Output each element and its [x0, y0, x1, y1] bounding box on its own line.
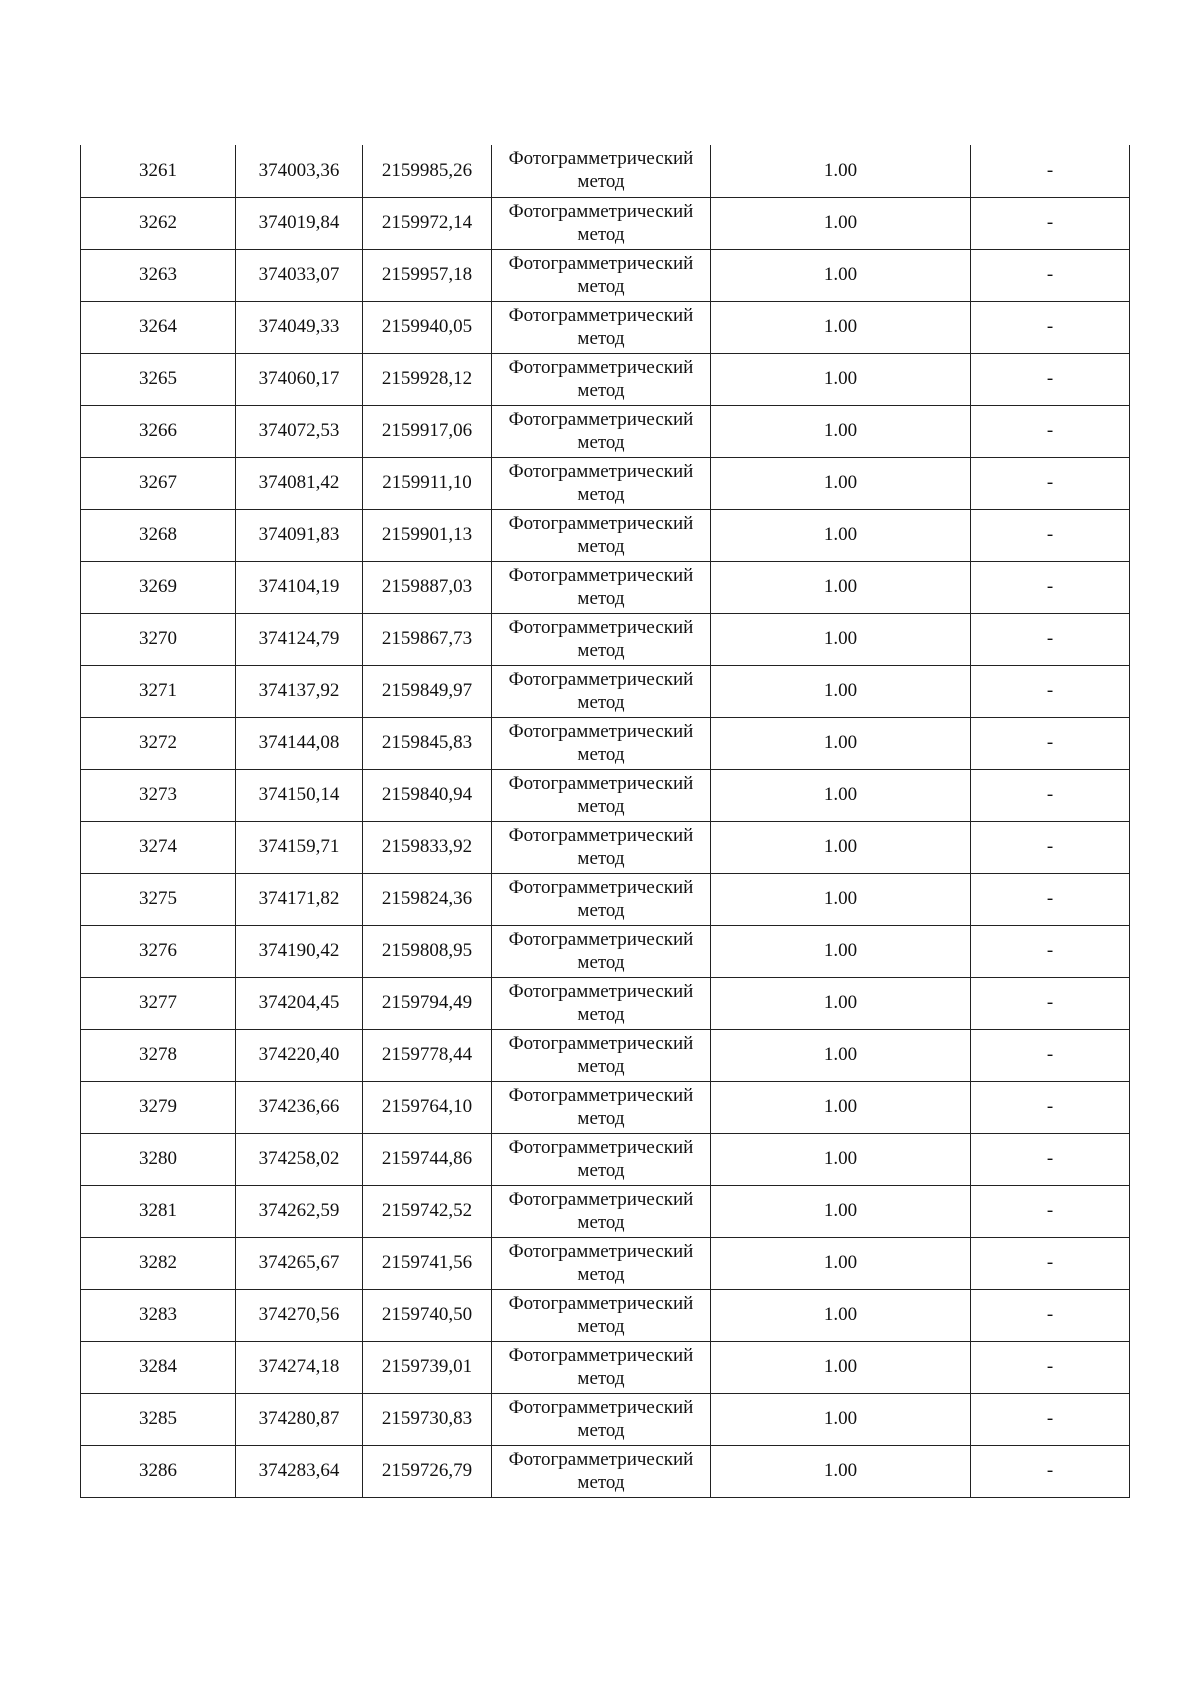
note-cell: - — [971, 1081, 1130, 1133]
table-row — [81, 1341, 1130, 1393]
y-coordinate-cell: 2159730,83 — [363, 1393, 492, 1445]
point-number-cell: 3282 — [81, 1237, 236, 1289]
point-number-cell: 3263 — [81, 249, 236, 301]
method-line-2: метод — [577, 795, 625, 817]
y-coordinate-cell: 2159845,83 — [363, 717, 492, 769]
y-coordinate-cell: 2159972,14 — [363, 197, 492, 249]
x-coordinate-cell: 374104,19 — [236, 561, 363, 613]
method-line-2: метод — [577, 1315, 625, 1337]
note-cell: - — [971, 457, 1130, 509]
method-line-1: Фотограмметрический — [508, 408, 694, 430]
method-cell — [492, 1081, 711, 1133]
y-coordinate-cell: 2159778,44 — [363, 1029, 492, 1081]
table-row — [81, 977, 1130, 1029]
y-coordinate-cell: 2159985,26 — [363, 145, 492, 197]
note-cell: - — [971, 1341, 1130, 1393]
method-line-2: метод — [577, 1263, 625, 1285]
table-row — [81, 301, 1130, 353]
x-coordinate-cell: 374265,67 — [236, 1237, 363, 1289]
note-cell: - — [971, 249, 1130, 301]
point-number-cell: 3286 — [81, 1445, 236, 1497]
note-cell: - — [971, 1445, 1130, 1497]
accuracy-cell: 1.00 — [711, 1445, 971, 1497]
method-cell — [492, 561, 711, 613]
x-coordinate-cell: 374124,79 — [236, 613, 363, 665]
x-coordinate-cell: 374072,53 — [236, 405, 363, 457]
x-coordinate-cell: 374081,42 — [236, 457, 363, 509]
note-cell: - — [971, 353, 1130, 405]
x-coordinate-cell: 374190,42 — [236, 925, 363, 977]
table-body — [81, 145, 1130, 1497]
method-cell — [492, 1185, 711, 1237]
table-row — [81, 249, 1130, 301]
y-coordinate-cell: 2159840,94 — [363, 769, 492, 821]
method-line-2: метод — [577, 275, 625, 297]
method-line-1: Фотограмметрический — [508, 252, 694, 274]
x-coordinate-cell: 374003,36 — [236, 145, 363, 197]
method-line-1: Фотограмметрический — [508, 460, 694, 482]
accuracy-cell: 1.00 — [711, 145, 971, 197]
x-coordinate-cell: 374171,82 — [236, 873, 363, 925]
table-row — [81, 509, 1130, 561]
y-coordinate-cell: 2159901,13 — [363, 509, 492, 561]
y-coordinate-cell: 2159764,10 — [363, 1081, 492, 1133]
y-coordinate-cell: 2159867,73 — [363, 613, 492, 665]
note-cell: - — [971, 717, 1130, 769]
point-number-cell: 3280 — [81, 1133, 236, 1185]
y-coordinate-cell: 2159824,36 — [363, 873, 492, 925]
accuracy-cell: 1.00 — [711, 717, 971, 769]
note-cell: - — [971, 925, 1130, 977]
accuracy-cell: 1.00 — [711, 1341, 971, 1393]
method-cell — [492, 977, 711, 1029]
method-line-1: Фотограмметрический — [508, 1136, 694, 1158]
method-line-2: метод — [577, 1159, 625, 1181]
y-coordinate-cell: 2159739,01 — [363, 1341, 492, 1393]
accuracy-cell: 1.00 — [711, 1081, 971, 1133]
method-cell — [492, 301, 711, 353]
point-number-cell: 3273 — [81, 769, 236, 821]
x-coordinate-cell: 374144,08 — [236, 717, 363, 769]
method-line-1: Фотограмметрический — [508, 200, 694, 222]
x-coordinate-cell: 374258,02 — [236, 1133, 363, 1185]
method-line-1: Фотограмметрический — [508, 824, 694, 846]
method-line-2: метод — [577, 1055, 625, 1077]
method-line-1: Фотограмметрический — [508, 1084, 694, 1106]
x-coordinate-cell: 374270,56 — [236, 1289, 363, 1341]
note-cell: - — [971, 1133, 1130, 1185]
method-line-1: Фотограмметрический — [508, 772, 694, 794]
point-number-cell: 3285 — [81, 1393, 236, 1445]
accuracy-cell: 1.00 — [711, 1029, 971, 1081]
method-line-1: Фотограмметрический — [508, 1188, 694, 1210]
method-cell — [492, 405, 711, 457]
method-cell — [492, 509, 711, 561]
point-number-cell: 3262 — [81, 197, 236, 249]
table-row — [81, 1185, 1130, 1237]
method-line-2: метод — [577, 639, 625, 661]
x-coordinate-cell: 374033,07 — [236, 249, 363, 301]
method-line-2: метод — [577, 847, 625, 869]
method-line-1: Фотограмметрический — [508, 616, 694, 638]
point-number-cell: 3284 — [81, 1341, 236, 1393]
table-row — [81, 873, 1130, 925]
accuracy-cell: 1.00 — [711, 1237, 971, 1289]
accuracy-cell: 1.00 — [711, 665, 971, 717]
accuracy-cell: 1.00 — [711, 301, 971, 353]
table-row — [81, 1393, 1130, 1445]
table-row — [81, 197, 1130, 249]
point-number-cell: 3279 — [81, 1081, 236, 1133]
method-cell — [492, 1393, 711, 1445]
point-number-cell: 3270 — [81, 613, 236, 665]
note-cell: - — [971, 145, 1130, 197]
method-line-2: метод — [577, 1367, 625, 1389]
method-line-2: метод — [577, 1003, 625, 1025]
y-coordinate-cell: 2159911,10 — [363, 457, 492, 509]
note-cell: - — [971, 561, 1130, 613]
method-line-1: Фотограмметрический — [508, 1396, 694, 1418]
table-row — [81, 613, 1130, 665]
method-line-1: Фотограмметрический — [508, 720, 694, 742]
accuracy-cell: 1.00 — [711, 977, 971, 1029]
accuracy-cell: 1.00 — [711, 405, 971, 457]
x-coordinate-cell: 374220,40 — [236, 1029, 363, 1081]
table-row — [81, 1237, 1130, 1289]
y-coordinate-cell: 2159794,49 — [363, 977, 492, 1029]
method-cell — [492, 457, 711, 509]
x-coordinate-cell: 374262,59 — [236, 1185, 363, 1237]
note-cell: - — [971, 1185, 1130, 1237]
accuracy-cell: 1.00 — [711, 1133, 971, 1185]
method-line-2: метод — [577, 899, 625, 921]
method-line-1: Фотограмметрический — [508, 1448, 694, 1470]
table-row — [81, 561, 1130, 613]
method-line-1: Фотограмметрический — [508, 980, 694, 1002]
point-number-cell: 3264 — [81, 301, 236, 353]
method-line-2: метод — [577, 327, 625, 349]
note-cell: - — [971, 405, 1130, 457]
method-line-2: метод — [577, 587, 625, 609]
accuracy-cell: 1.00 — [711, 1289, 971, 1341]
note-cell: - — [971, 1029, 1130, 1081]
method-line-2: метод — [577, 1107, 625, 1129]
x-coordinate-cell: 374019,84 — [236, 197, 363, 249]
method-line-2: метод — [577, 379, 625, 401]
point-number-cell: 3271 — [81, 665, 236, 717]
method-cell — [492, 353, 711, 405]
method-line-1: Фотограмметрический — [508, 356, 694, 378]
y-coordinate-cell: 2159726,79 — [363, 1445, 492, 1497]
accuracy-cell: 1.00 — [711, 1185, 971, 1237]
point-number-cell: 3265 — [81, 353, 236, 405]
y-coordinate-cell: 2159744,86 — [363, 1133, 492, 1185]
method-cell — [492, 613, 711, 665]
method-cell — [492, 249, 711, 301]
method-line-2: метод — [577, 535, 625, 557]
method-line-1: Фотограмметрический — [508, 148, 694, 169]
note-cell: - — [971, 821, 1130, 873]
method-cell — [492, 1029, 711, 1081]
x-coordinate-cell: 374274,18 — [236, 1341, 363, 1393]
method-line-2: метод — [577, 1211, 625, 1233]
method-line-1: Фотограмметрический — [508, 564, 694, 586]
point-number-cell: 3269 — [81, 561, 236, 613]
accuracy-cell: 1.00 — [711, 509, 971, 561]
table-row — [81, 405, 1130, 457]
method-line-1: Фотограмметрический — [508, 1344, 694, 1366]
accuracy-cell: 1.00 — [711, 613, 971, 665]
method-line-2: метод — [577, 223, 625, 245]
y-coordinate-cell: 2159833,92 — [363, 821, 492, 873]
method-cell — [492, 717, 711, 769]
accuracy-cell: 1.00 — [711, 249, 971, 301]
table-row — [81, 457, 1130, 509]
method-cell — [492, 821, 711, 873]
accuracy-cell: 1.00 — [711, 873, 971, 925]
method-cell — [492, 1237, 711, 1289]
method-line-2: метод — [577, 1419, 625, 1441]
method-line-2: метод — [577, 743, 625, 765]
table-row — [81, 769, 1130, 821]
x-coordinate-cell: 374280,87 — [236, 1393, 363, 1445]
method-line-2: метод — [577, 431, 625, 453]
point-number-cell: 3283 — [81, 1289, 236, 1341]
table-row — [81, 353, 1130, 405]
accuracy-cell: 1.00 — [711, 821, 971, 873]
method-cell — [492, 873, 711, 925]
method-cell — [492, 1289, 711, 1341]
note-cell: - — [971, 1237, 1130, 1289]
coordinates-table — [80, 145, 1130, 1498]
method-line-2: метод — [577, 951, 625, 973]
accuracy-cell: 1.00 — [711, 769, 971, 821]
y-coordinate-cell: 2159940,05 — [363, 301, 492, 353]
method-cell — [492, 197, 711, 249]
x-coordinate-cell: 374137,92 — [236, 665, 363, 717]
y-coordinate-cell: 2159741,56 — [363, 1237, 492, 1289]
x-coordinate-cell: 374283,64 — [236, 1445, 363, 1497]
method-line-1: Фотограмметрический — [508, 876, 694, 898]
accuracy-cell: 1.00 — [711, 925, 971, 977]
note-cell: - — [971, 1289, 1130, 1341]
method-line-1: Фотограмметрический — [508, 1032, 694, 1054]
method-cell — [492, 1133, 711, 1185]
x-coordinate-cell: 374049,33 — [236, 301, 363, 353]
accuracy-cell: 1.00 — [711, 561, 971, 613]
table-row — [81, 665, 1130, 717]
point-number-cell: 3261 — [81, 145, 236, 197]
y-coordinate-cell: 2159808,95 — [363, 925, 492, 977]
x-coordinate-cell: 374204,45 — [236, 977, 363, 1029]
method-line-1: Фотограмметрический — [508, 1240, 694, 1262]
table-row — [81, 1029, 1130, 1081]
point-number-cell: 3278 — [81, 1029, 236, 1081]
y-coordinate-cell: 2159928,12 — [363, 353, 492, 405]
table-row — [81, 1445, 1130, 1497]
accuracy-cell: 1.00 — [711, 457, 971, 509]
table-row — [81, 821, 1130, 873]
method-cell — [492, 769, 711, 821]
method-line-2: метод — [577, 171, 625, 192]
table-row — [81, 925, 1130, 977]
method-line-2: метод — [577, 691, 625, 713]
x-coordinate-cell: 374159,71 — [236, 821, 363, 873]
method-cell — [492, 145, 711, 197]
method-cell — [492, 1341, 711, 1393]
x-coordinate-cell: 374150,14 — [236, 769, 363, 821]
x-coordinate-cell: 374091,83 — [236, 509, 363, 561]
point-number-cell: 3268 — [81, 509, 236, 561]
table-row — [81, 1133, 1130, 1185]
y-coordinate-cell: 2159957,18 — [363, 249, 492, 301]
y-coordinate-cell: 2159742,52 — [363, 1185, 492, 1237]
point-number-cell: 3275 — [81, 873, 236, 925]
y-coordinate-cell: 2159849,97 — [363, 665, 492, 717]
note-cell: - — [971, 509, 1130, 561]
note-cell: - — [971, 613, 1130, 665]
note-cell: - — [971, 873, 1130, 925]
point-number-cell: 3277 — [81, 977, 236, 1029]
y-coordinate-cell: 2159887,03 — [363, 561, 492, 613]
note-cell: - — [971, 665, 1130, 717]
method-line-2: метод — [577, 1471, 625, 1493]
x-coordinate-cell: 374060,17 — [236, 353, 363, 405]
point-number-cell: 3272 — [81, 717, 236, 769]
accuracy-cell: 1.00 — [711, 1393, 971, 1445]
point-number-cell: 3267 — [81, 457, 236, 509]
method-line-1: Фотограмметрический — [508, 668, 694, 690]
note-cell: - — [971, 197, 1130, 249]
method-cell — [492, 925, 711, 977]
method-line-2: метод — [577, 483, 625, 505]
point-number-cell: 3274 — [81, 821, 236, 873]
y-coordinate-cell: 2159917,06 — [363, 405, 492, 457]
note-cell: - — [971, 1393, 1130, 1445]
note-cell: - — [971, 769, 1130, 821]
note-cell: - — [971, 977, 1130, 1029]
method-line-1: Фотограмметрический — [508, 304, 694, 326]
table-row — [81, 1081, 1130, 1133]
point-number-cell: 3266 — [81, 405, 236, 457]
table-row — [81, 1289, 1130, 1341]
point-number-cell: 3276 — [81, 925, 236, 977]
method-line-1: Фотограмметрический — [508, 512, 694, 534]
method-cell — [492, 665, 711, 717]
method-cell — [492, 1445, 711, 1497]
table-row — [81, 717, 1130, 769]
method-line-1: Фотограмметрический — [508, 1292, 694, 1314]
method-line-1: Фотограмметрический — [508, 928, 694, 950]
point-number-cell: 3281 — [81, 1185, 236, 1237]
table-row — [81, 145, 1130, 197]
note-cell: - — [971, 301, 1130, 353]
y-coordinate-cell: 2159740,50 — [363, 1289, 492, 1341]
accuracy-cell: 1.00 — [711, 197, 971, 249]
accuracy-cell: 1.00 — [711, 353, 971, 405]
x-coordinate-cell: 374236,66 — [236, 1081, 363, 1133]
